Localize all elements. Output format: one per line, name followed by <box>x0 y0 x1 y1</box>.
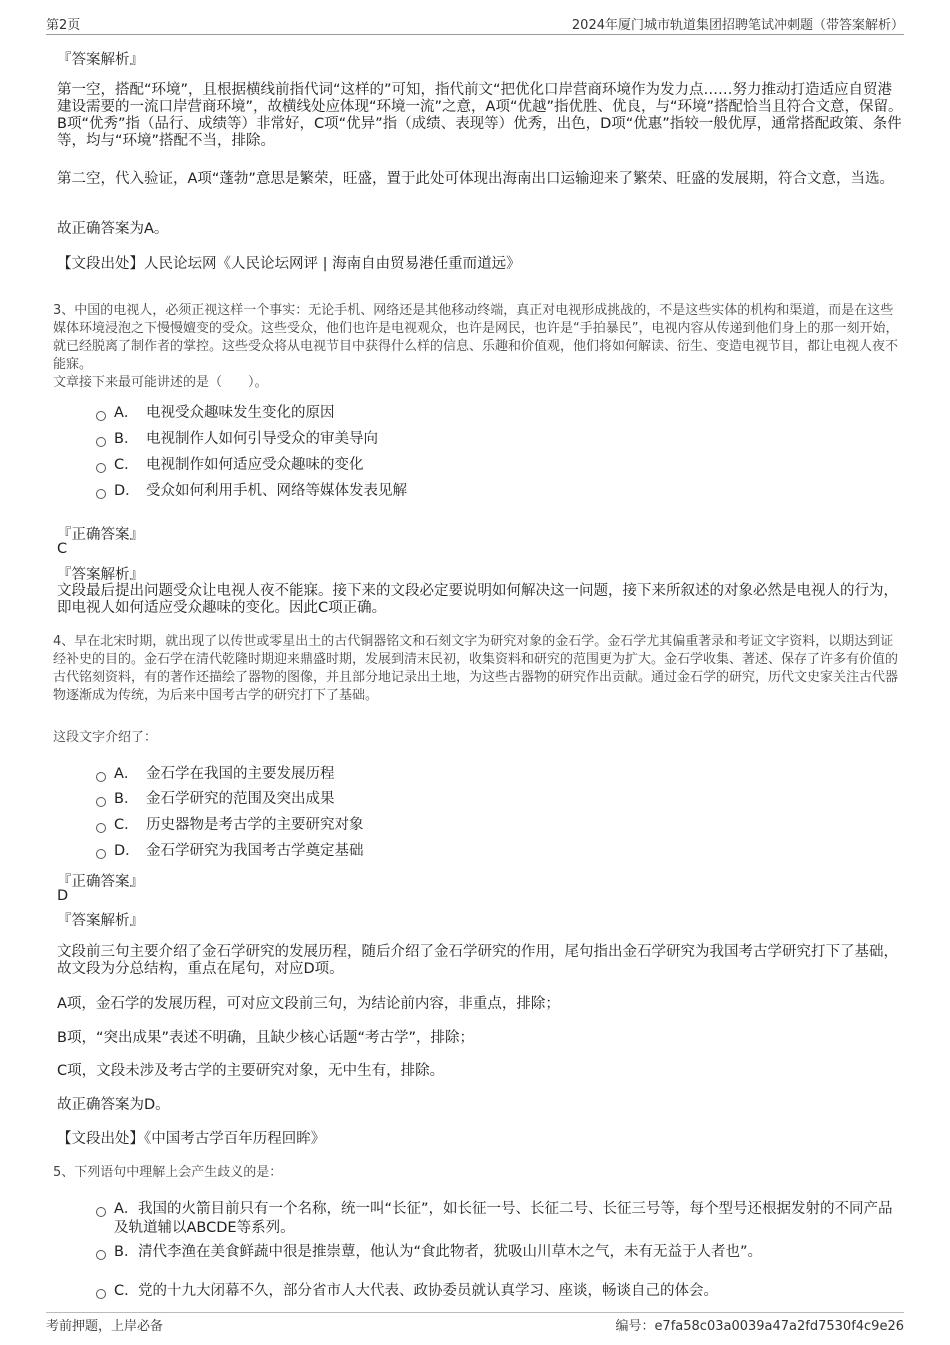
question-3-analysis: 文段最后提出问题受众让电视人夜不能寐。接下来的文段必定要说明如何解决这一问题，接下来所叙述的对象必然是电视人的行为，即电视人如何适应受众趣味的变化。因此C项正确。 <box>57 583 898 616</box>
radio-icon[interactable] <box>96 797 106 807</box>
analysis-label: 『答案解析』 <box>57 567 144 583</box>
question-4-analysis-3: B项，“突出成果”表述不明确，且缺少核心话题“考古学”，排除； <box>57 1030 474 1046</box>
correct-answer-value: D <box>57 888 69 904</box>
question-5-stem: 5、下列语句中理解上会产生歧义的是： <box>53 1165 283 1180</box>
analysis-paragraph-2: 第二空，代入验证，A项“蓬勃”意思是繁荣，旺盛，置于此处可体现出海南出口运输迎来了繁荣、旺盛的发展期，符合文意，当选。 <box>57 171 894 187</box>
radio-icon[interactable] <box>96 849 106 859</box>
question-4-conclusion: 故正确答案为D。 <box>57 1097 170 1113</box>
radio-icon[interactable] <box>96 1289 106 1299</box>
source-citation: 【文段出处】《中国考古学百年历程回眸》 <box>57 1131 326 1147</box>
correct-answer-label: 『正确答案』 <box>57 874 144 890</box>
footer-slogan: 考前押题，上岸必备 <box>46 1319 164 1334</box>
correct-answer-label: 『正确答案』 <box>57 527 144 543</box>
question-4-analysis-2: A项，金石学的发展历程，可对应文段前三句，为结论前内容，非重点，排除； <box>57 996 560 1012</box>
radio-icon[interactable] <box>96 823 106 833</box>
correct-answer-value: C <box>57 541 68 557</box>
source-citation: 【文段出处】人民论坛网《人民论坛网评 | 海南自由贸易港任重而道远》 <box>57 256 521 272</box>
question-3-stem: 3、中国的电视人，必须正视这样一个事实：无论手机、网络还是其他移动终端，真正对电视形成挑战的，不是这些实体的机构和渠道，而是在这些媒体环境浸泡之下慢慢嬗变的受众。这些受众，他们也许是电视观众，也许是网民，也许是“手拍暴民”，电视内容从传递到他们身上的那一刻开始，就已经脱离了制作者的掌控。这些受众将从电视节目中获得什么样的信息、乐趣和价值观，他们将如何解读、衍生、变造电视节目，都让电视人夜不能寐。 <box>53 303 899 372</box>
document-title: 2024年厦门城市轨道集团招聘笔试冲刺题（带答案解析） <box>571 18 904 33</box>
radio-icon[interactable] <box>96 1250 106 1260</box>
radio-icon[interactable] <box>96 463 106 473</box>
analysis-label: 『答案解析』 <box>57 913 144 929</box>
radio-icon[interactable] <box>96 489 106 499</box>
question-3-prompt: 文章接下来最可能讲述的是（ ）。 <box>53 375 268 390</box>
page-footer <box>46 1312 904 1333</box>
document-id: 编号：e7fa58c03a0039a47a2fd7530f4c9e26 <box>615 1319 904 1334</box>
question-4-analysis-1: 文段前三句主要介绍了金石学研究的发展历程，随后介绍了金石学研究的作用，尾句指出金石学研究为我国考古学研究打下了基础，故文段为分总结构，重点在尾句，对应D项。 <box>57 944 898 977</box>
page-number: 第2页 <box>46 18 81 33</box>
radio-icon[interactable] <box>96 772 106 782</box>
analysis-label: 『答案解析』 <box>57 52 144 68</box>
radio-icon[interactable] <box>96 437 106 447</box>
question-4-prompt: 这段文字介绍了： <box>53 730 158 745</box>
radio-icon[interactable] <box>96 411 106 421</box>
question-4-analysis-4: C项，文段未涉及考古学的主要研究对象，无中生有，排除。 <box>57 1063 445 1079</box>
question-4-stem: 4、早在北宋时期，就出现了以传世或零星出土的古代铜器铭文和石刻文字为研究对象的金石学。金石学尤其偏重著录和考证文字资料，以期达到证经补史的目的。金石学在清代乾隆时期迎来鼎盛时期，发展到清末民初，收集资料和研究的范围更为扩大。金石学收集、著述、保存了许多有价值的古代铭刻资料，有的著作还描绘了器物的图像，并且部分地记录出土地，为这些古器物的研究作出贡献。通过金石学的研究，历代文史家关注古代器物逐渐成为传统，为后来中国考古学的研究打下了基础。 <box>53 634 899 703</box>
analysis-paragraph-1: 第一空，搭配“环境”，且根据横线前指代词“这样的”可知，指代前文“把优化口岸营商环境作为发力点……努力推动打造适应自贸港建设需要的一流口岸营商环境”，故横线处应体现“环境一流”之意，A项“优越”指优胜、优良，与“环境”搭配恰当且符合文意，保留。B项“优秀”指（品行、成绩等）非常好，C项“优异”指（成绩、表现等）优秀，出色，D项“优惠”指较一般优厚，通常搭配政策、条件等，均与“环境”搭配不当，排除。 <box>57 82 903 149</box>
analysis-conclusion: 故正确答案为A。 <box>57 221 169 237</box>
page-header <box>46 12 904 35</box>
radio-icon[interactable] <box>96 1207 106 1217</box>
